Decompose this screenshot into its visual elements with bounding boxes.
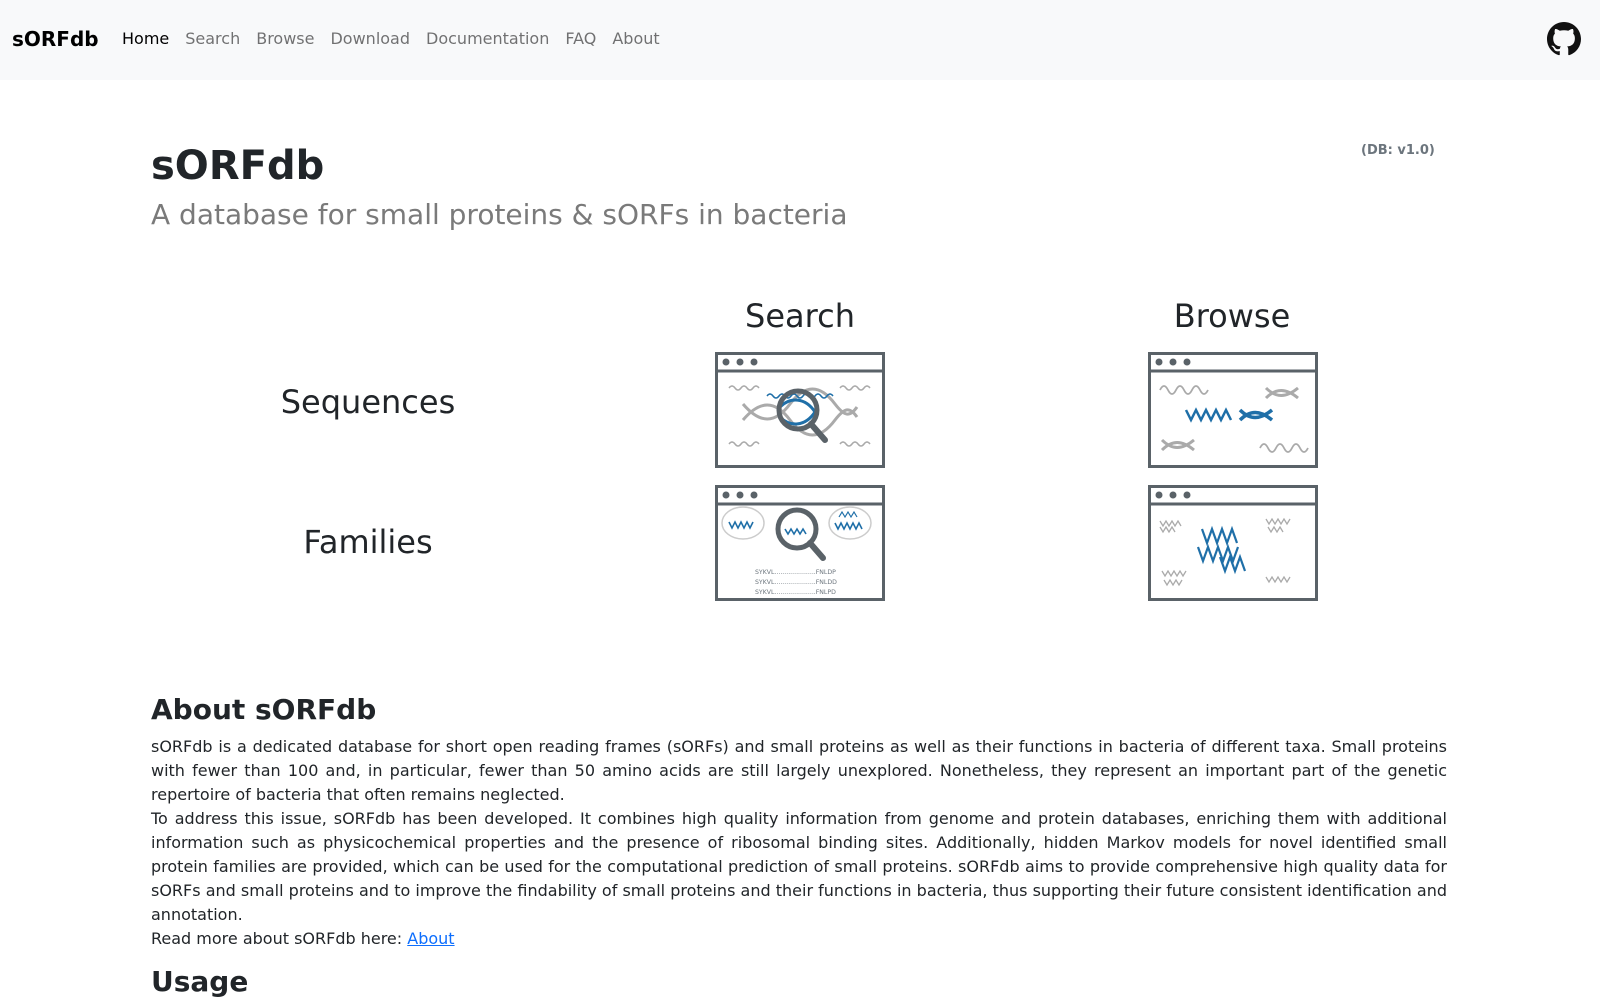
nav-item-download[interactable]: Download (330, 29, 411, 48)
search-sequences-tile[interactable] (715, 352, 885, 468)
read-more-line (151, 927, 1447, 951)
row-heading-sequences: Sequences (280, 383, 456, 421)
alignment-line-3: SYKVL.....................FNLPD (755, 589, 836, 596)
search-families-tile[interactable] (715, 485, 885, 601)
nav-menu (122, 29, 676, 48)
alignment-line-1: SYKVL.....................FNLDP (755, 569, 836, 576)
usage-heading: Usage (151, 965, 249, 998)
browse-sequences-tile[interactable] (1148, 352, 1318, 468)
about-paragraph-1: sORFdb is a dedicated database for short open reading frames (sORFs) and small proteins as well as their functions in bacteria of different taxa. Small proteins with fewer than 100 and, in particular, fewer than 50 amino acids are still largely unexplored. Nonetheless, they represent an important part of the genetic repertoire of bacteria that often remains neglected. (151, 737, 1447, 804)
brand-logo[interactable]: sORFdb (12, 27, 99, 51)
about-paragraph-2: To address this issue, sORFdb has been developed. It combines high quality information from genome and protein databases, enriching them with additional information such as physicochemical properties and the presence of ribosomal binding sites. Additionally, hidden Markov models for novel identified small protein families are provided, which can be used for the computational prediction of small proteins. sORFdb aims to provide comprehensive high quality data for sORFs and small proteins and to improve the findability of small proteins and their functions in bacteria, thus supporting their future consistent identification and annotation. (151, 809, 1447, 924)
github-icon[interactable] (1547, 22, 1581, 56)
db-version-label: (DB: v1.0) (1361, 143, 1435, 158)
nav-item-browse[interactable]: Browse (256, 29, 315, 48)
column-heading-search: Search (745, 297, 855, 335)
about-heading: About sORFdb (151, 693, 377, 726)
page-title: sORFdb (151, 143, 325, 189)
alignment-line-2: SYKVL.....................FNLDD (755, 579, 837, 586)
navbar (0, 0, 1600, 80)
column-heading-browse: Browse (1173, 297, 1291, 335)
nav-item-faq[interactable]: FAQ (565, 29, 597, 48)
nav-item-search[interactable]: Search (185, 29, 241, 48)
browse-families-tile[interactable] (1148, 485, 1318, 601)
row-heading-families: Families (303, 523, 433, 561)
read-more-text: Read more about sORFdb here: (151, 929, 408, 948)
page-subtitle: A database for small proteins & sORFs in bacteria (151, 198, 848, 231)
about-link[interactable]: About (407, 929, 455, 948)
nav-item-home[interactable]: Home (122, 29, 170, 48)
nav-item-about[interactable]: About (612, 29, 660, 48)
nav-item-documentation[interactable]: Documentation (426, 29, 550, 48)
